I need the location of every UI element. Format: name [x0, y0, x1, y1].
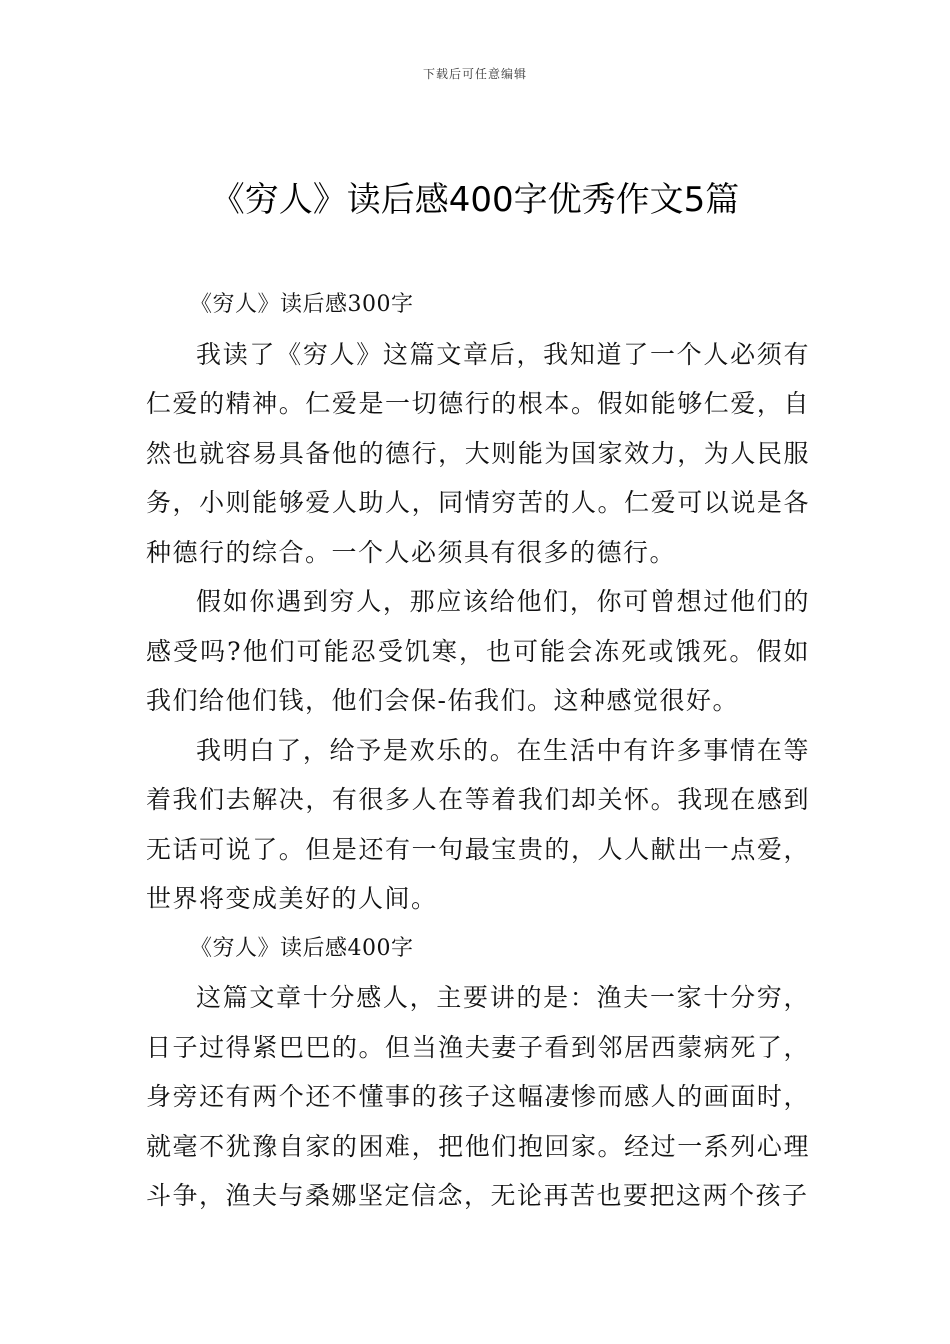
section-heading-300: 《穷人》读后感300字 [190, 292, 414, 317]
section-heading-400: 《穷人》读后感400字 [190, 935, 414, 961]
body-paragraph: 我明白了，给予是欢乐的。在生活中有许多事情在等着我们去解决，有很多人在等着我们却关怀。我现在感到无话可说了。但是还有一句最宝贵的，人人献出一点爱，世界将变成美好的人间。 [146, 735, 810, 913]
body-paragraph: 假如你遇到穷人，那应该给他们，你可曾想过他们的感受吗?他们可能忍受饥寒，也可能会冻死或饿死。假如我们给他们钱，他们会保-佑我们。这种感觉很好。 [146, 587, 810, 715]
body-paragraph: 这篇文章十分感人，主要讲的是：渔夫一家十分穷，日子过得紧巴巴的。但当渔夫妻子看到邻居西蒙病死了，身旁还有两个还不懂事的孩子这幅凄惨而感人的画面时，就毫不犹豫自家的困难，把他们抱回家。经过一系列心理斗争，渔夫与桑娜坚定信念，无论再苦也要把这两个孩子 [146, 983, 810, 1210]
document-title: 《穷人》读后感400字优秀作文5篇 [210, 180, 740, 220]
document-body [146, 280, 810, 1221]
header-note: 下载后可任意编辑 [422, 67, 527, 81]
body-paragraph: 我读了《穷人》这篇文章后，我知道了一个人必须有仁爱的精神。仁爱是一切德行的根本。假如能够仁爱，自然也就容易具备他的德行，大则能为国家效力，为人民服务，小则能够爱人助人，同情穷苦的人。仁爱可以说是各种德行的综合。一个人必须具有很多的德行。 [146, 339, 810, 567]
